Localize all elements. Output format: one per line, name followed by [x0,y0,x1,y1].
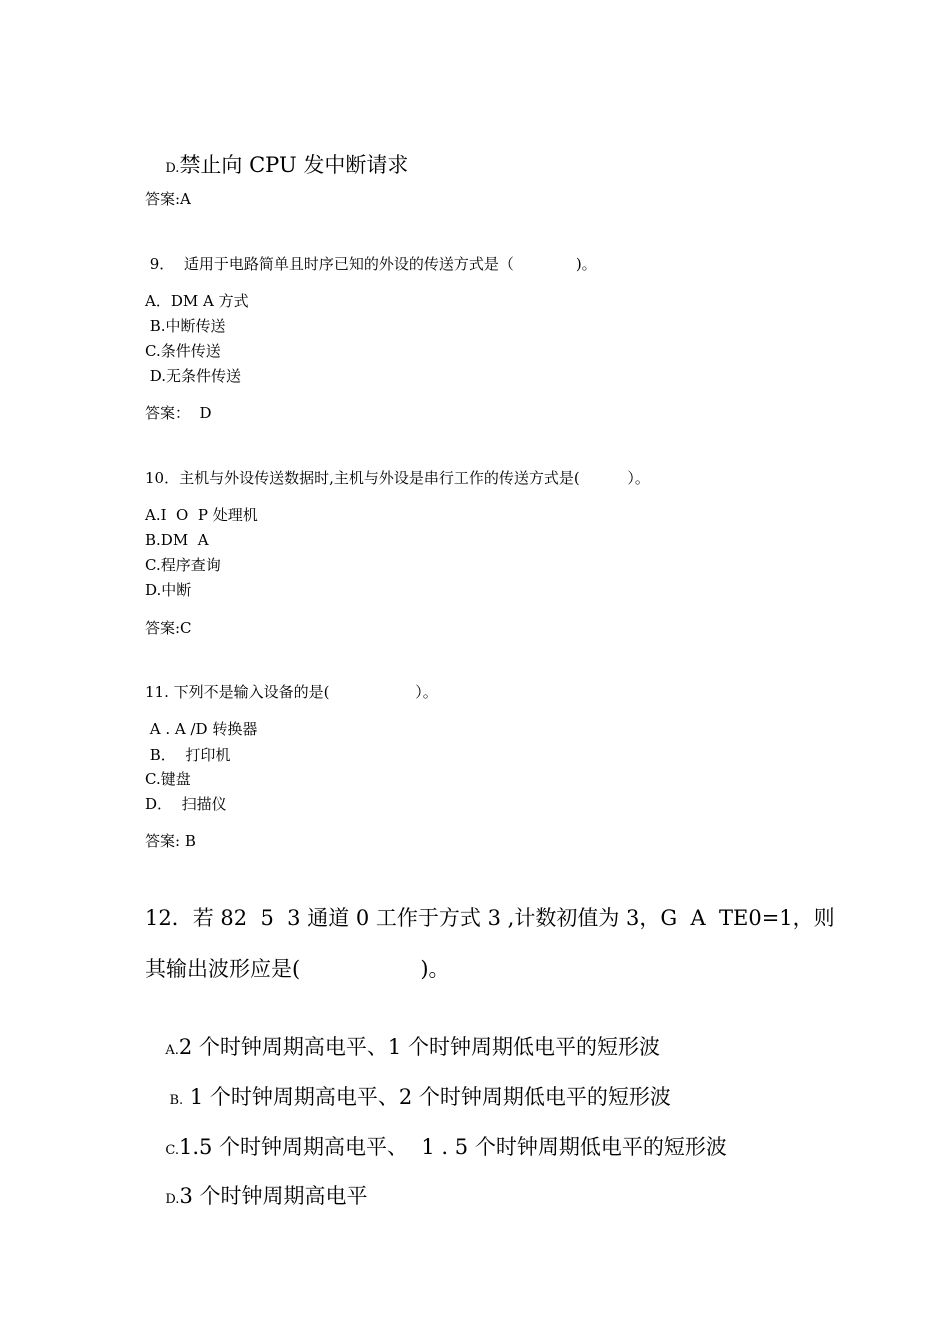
q12-option-d-prefix: D. [165,1192,180,1207]
q11-answer: 答案: B [145,832,196,850]
q12-option-a-text: 2 个时钟周期高电平、1 个时钟周期低电平的短形波 [178,1035,660,1059]
q9-option-a: A．DM A 方式 [145,292,249,310]
q10-answer: 答案:C [145,619,192,637]
q12-option-c [145,1121,727,1174]
q12-option-c-text: 1.5 个时钟周期高电平、 1 . 5 个时钟周期低电平的短形波 [178,1135,727,1159]
q11-option-c: C.键盘 [145,770,191,788]
q9-answer: 答案： D [145,404,212,422]
q12-option-a-prefix: A. [165,1043,179,1058]
q10-option-c: C.程序查询 [145,556,221,574]
q11-stem: 11. 下列不是输入设备的是( ）。 [145,683,438,701]
q12-option-b-text: 1 个时钟周期高电平、2 个时钟周期低电平的短形波 [183,1085,671,1109]
q10-option-b: B.DM A [145,531,209,549]
q9-stem: 9． 适用于电路简单且时序已知的外设的传送方式是（ )。 [145,255,597,273]
q9-option-d: D.无条件传送 [145,367,242,385]
q8-option-d-text: 禁止向 CPU 发中断请求 [179,153,409,177]
q12-option-b [145,1071,671,1124]
q12-option-c-prefix: C. [165,1143,179,1158]
q12-stem-line2: 其输出波形应是( )。 [145,957,450,981]
q11-option-d: D． 扫描仪 [145,795,227,813]
q12-stem-line1: 12．若 82 5 3 通道 0 工作于方式 3 ,计数初值为 3，G A TE0=1，则 [145,906,835,930]
q12-option-d [145,1170,367,1223]
q12-option-b-prefix: B. [165,1093,184,1108]
q10-option-d: D.中断 [145,581,192,599]
q11-option-a: A . A /D 转换器 [145,720,258,738]
q12-option-d-text: 3 个时钟周期高电平 [179,1184,368,1208]
q10-option-a: A.I O P 处理机 [145,506,258,524]
q12-option-a [145,1021,660,1074]
q11-option-b: B． 打印机 [145,746,231,764]
q9-option-b: B.中断传送 [145,317,226,335]
q8-answer: 答案:A [145,190,191,208]
q9-option-c: C.条件传送 [145,342,221,360]
q8-option-d-prefix: D. [165,161,180,176]
q10-stem: 10．主机与外设传送数据时,主机与外设是串行工作的传送方式是( ）。 [145,469,650,487]
q8-option-d [145,139,408,192]
